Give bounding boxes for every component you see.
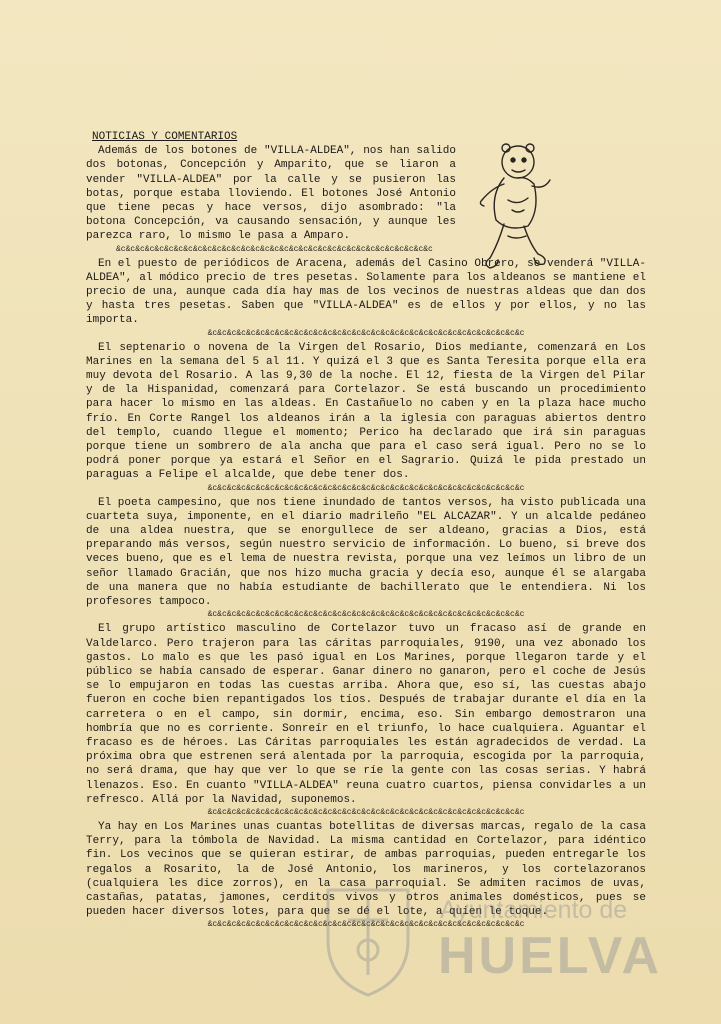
separator: &c&c&c&c&c&c&c&c&c&c&c&c&c&c&c&c&c&c&c&c&c&c&c&c&c&c&c&c&c&c&c&c&c	[207, 328, 525, 338]
paragraph-5: El grupo artístico masculino de Cortelazor tuvo un fracaso así de grande en Valdelarco. Pero trajeron para las cáritas parroquiales, 9190, una vez abonado los gastos. Lo malo es que les pasó igual en Los Marines, porque llegaron tarde y el público se había cansado de esperar. Ganar dinero no ganaron, pero el coche de Jesús se lo empujaron en todas las cuestas arriba. Ahora que, eso sí, las cuestas abajo fueron en coche bien repantigados los tíos. Después de trabajar durante el día en la carretera o en el campo, sin dormir, encima, eso. Sin embargo demostraron una hombría que no es corriente. Sonreír en el triunfo, lo hace cualquiera. Aguantar el fracaso es de héroes. Las Cáritas parroquiales les están agradecidos de verdad. La próxima obra que estrenen será alentada por la parroquia, escogida por la parroquia, no será drama, que hay que ver lo que se ríe la gente con las cosas serias. Y habrá llenazos. Eso. En cuanto "VILLA-ALDEA" reuna cuatro cuartos, piensa convidarles a un refresco. Allá por la Navidad, suponemos.	[86, 623, 646, 806]
huelva-coat-of-arms-icon	[318, 880, 418, 1000]
paragraph-3: El septenario o novena de la Virgen del Rosario, Dios mediante, comenzará en Los Marines en la semana del 5 al 11. Y quizá el 3 que es Santa Teresita porque ella era muy devota del Rosario. A las 9,30 de la noche. El 12, fiesta de la Virgen del Pilar y de la Hispanidad, comenzará para Cortelazor. Se está buscando un procedimiento para hacer lo mismo en las aldeas. En Castañuelo no caben y en la plaza hace mucho frío. En Corte Rangel los aldeanos irán a la iglesia con paraguas abiertos dentro del templo, cuando llegue el momento; Perico ha declarado que irá sin paraguas porque tiene un sombrero de ala ancha que para el caso será igual. Pero no se lo podrá poner porque ya estará el Señor en el Sagrario. Quizá le pida prestado un paraguas a Felipe el alcalde, que debe tener dos.	[86, 341, 646, 482]
paragraph-4: El poeta campesino, que nos tiene inundado de tantos versos, ha visto publicada una cuarteta suya, imponente, en el diario madrileño "EL ALCAZAR". Y un alcalde pedáneo de una aldea nuestra, que se enorgullece de ser aldeano, gracias a Dios, está preparando más versos, según nuestro servicio de información. Lo bueno, si breve dos veces bueno, que es el lema de nuestra revista, porque una vez leímos un libro de un señor llamado Gracián, que nos hizo mucha gracia y decía eso, aunque él se alargaba de una manera que no había estudiante de bachillerato que le entendiera. Ni los profesores tampoco.	[86, 496, 646, 609]
watermark-line-2: HUELVA	[438, 927, 663, 985]
paragraph-6: Ya hay en Los Marines unas cuantas botellitas de diversas marcas, regalo de la casa Terry, para la tómbola de Navidad. La misma cantidad en Cortelazor, para idéntico fin. Los vecinos que se quieran estirar, de ambas parroquias, pueden entregarle los regalos a Rosarito, la de José Antonio, los marineros, y los cortelazoranos (cualquiera les dice zorros), en la casa parroquial. Se admiten racimos de uvas, castañas, patatas, jamones, cerditos vivos y otros animales domésticos, pues se pueden hacer diversos lotes, para que se dé el lote, a quien le toque.	[86, 820, 646, 919]
separator: &c&c&c&c&c&c&c&c&c&c&c&c&c&c&c&c&c&c&c&c&c&c&c&c&c&c&c&c&c&c&c&c&c	[207, 920, 525, 930]
separator: &c&c&c&c&c&c&c&c&c&c&c&c&c&c&c&c&c&c&c&c&c&c&c&c&c&c&c&c&c&c&c&c&c	[207, 483, 525, 493]
separator: &c&c&c&c&c&c&c&c&c&c&c&c&c&c&c&c&c&c&c&c&c&c&c&c&c&c&c&c&c&c&c&c&c	[207, 610, 525, 620]
separator: &c&c&c&c&c&c&c&c&c&c&c&c&c&c&c&c&c&c&c&c&c&c&c&c&c&c&c&c&c&c&c&c&c	[116, 244, 433, 254]
ayuntamiento-huelva-watermark	[318, 880, 663, 1000]
paragraph-2: En el puesto de periódicos de Aracena, además del Casino Obrero, se venderá "VILLA-ALDEA", al módico precio de tres pesetas. Solamente para los aldeanos se mantiene el precio de una, aunque cada día hay mas de los vecinos de nuestras aldeas que dan dos y hasta tres pesetas. Saben que "VILLA-ALDEA" es de ellos y por ellos, y no las importa.	[86, 257, 646, 327]
page-title: NOTICIAS Y COMENTARIOS	[92, 131, 238, 143]
watermark-line-1: Ayuntamiento de	[440, 896, 628, 924]
paragraph-1: Además de los botones de "VILLA-ALDEA", nos han salido dos botonas, Concepción y Amparito, que se liaron a vender "VILLA-ALDEA" por la calle y se pusieron las botas, porque estaba lloviendo. El botones José Antonio que tiene pecas y hace versos, dijo asombrado: "la botona Concepción, va causando sensación, y aunque les parezca raro, lo mismo le pasa a Amparo.	[86, 145, 456, 243]
separator: &c&c&c&c&c&c&c&c&c&c&c&c&c&c&c&c&c&c&c&c&c&c&c&c&c&c&c&c&c&c&c&c&c	[207, 807, 525, 817]
paragraph-1-container	[86, 144, 456, 243]
document-body	[86, 130, 646, 932]
